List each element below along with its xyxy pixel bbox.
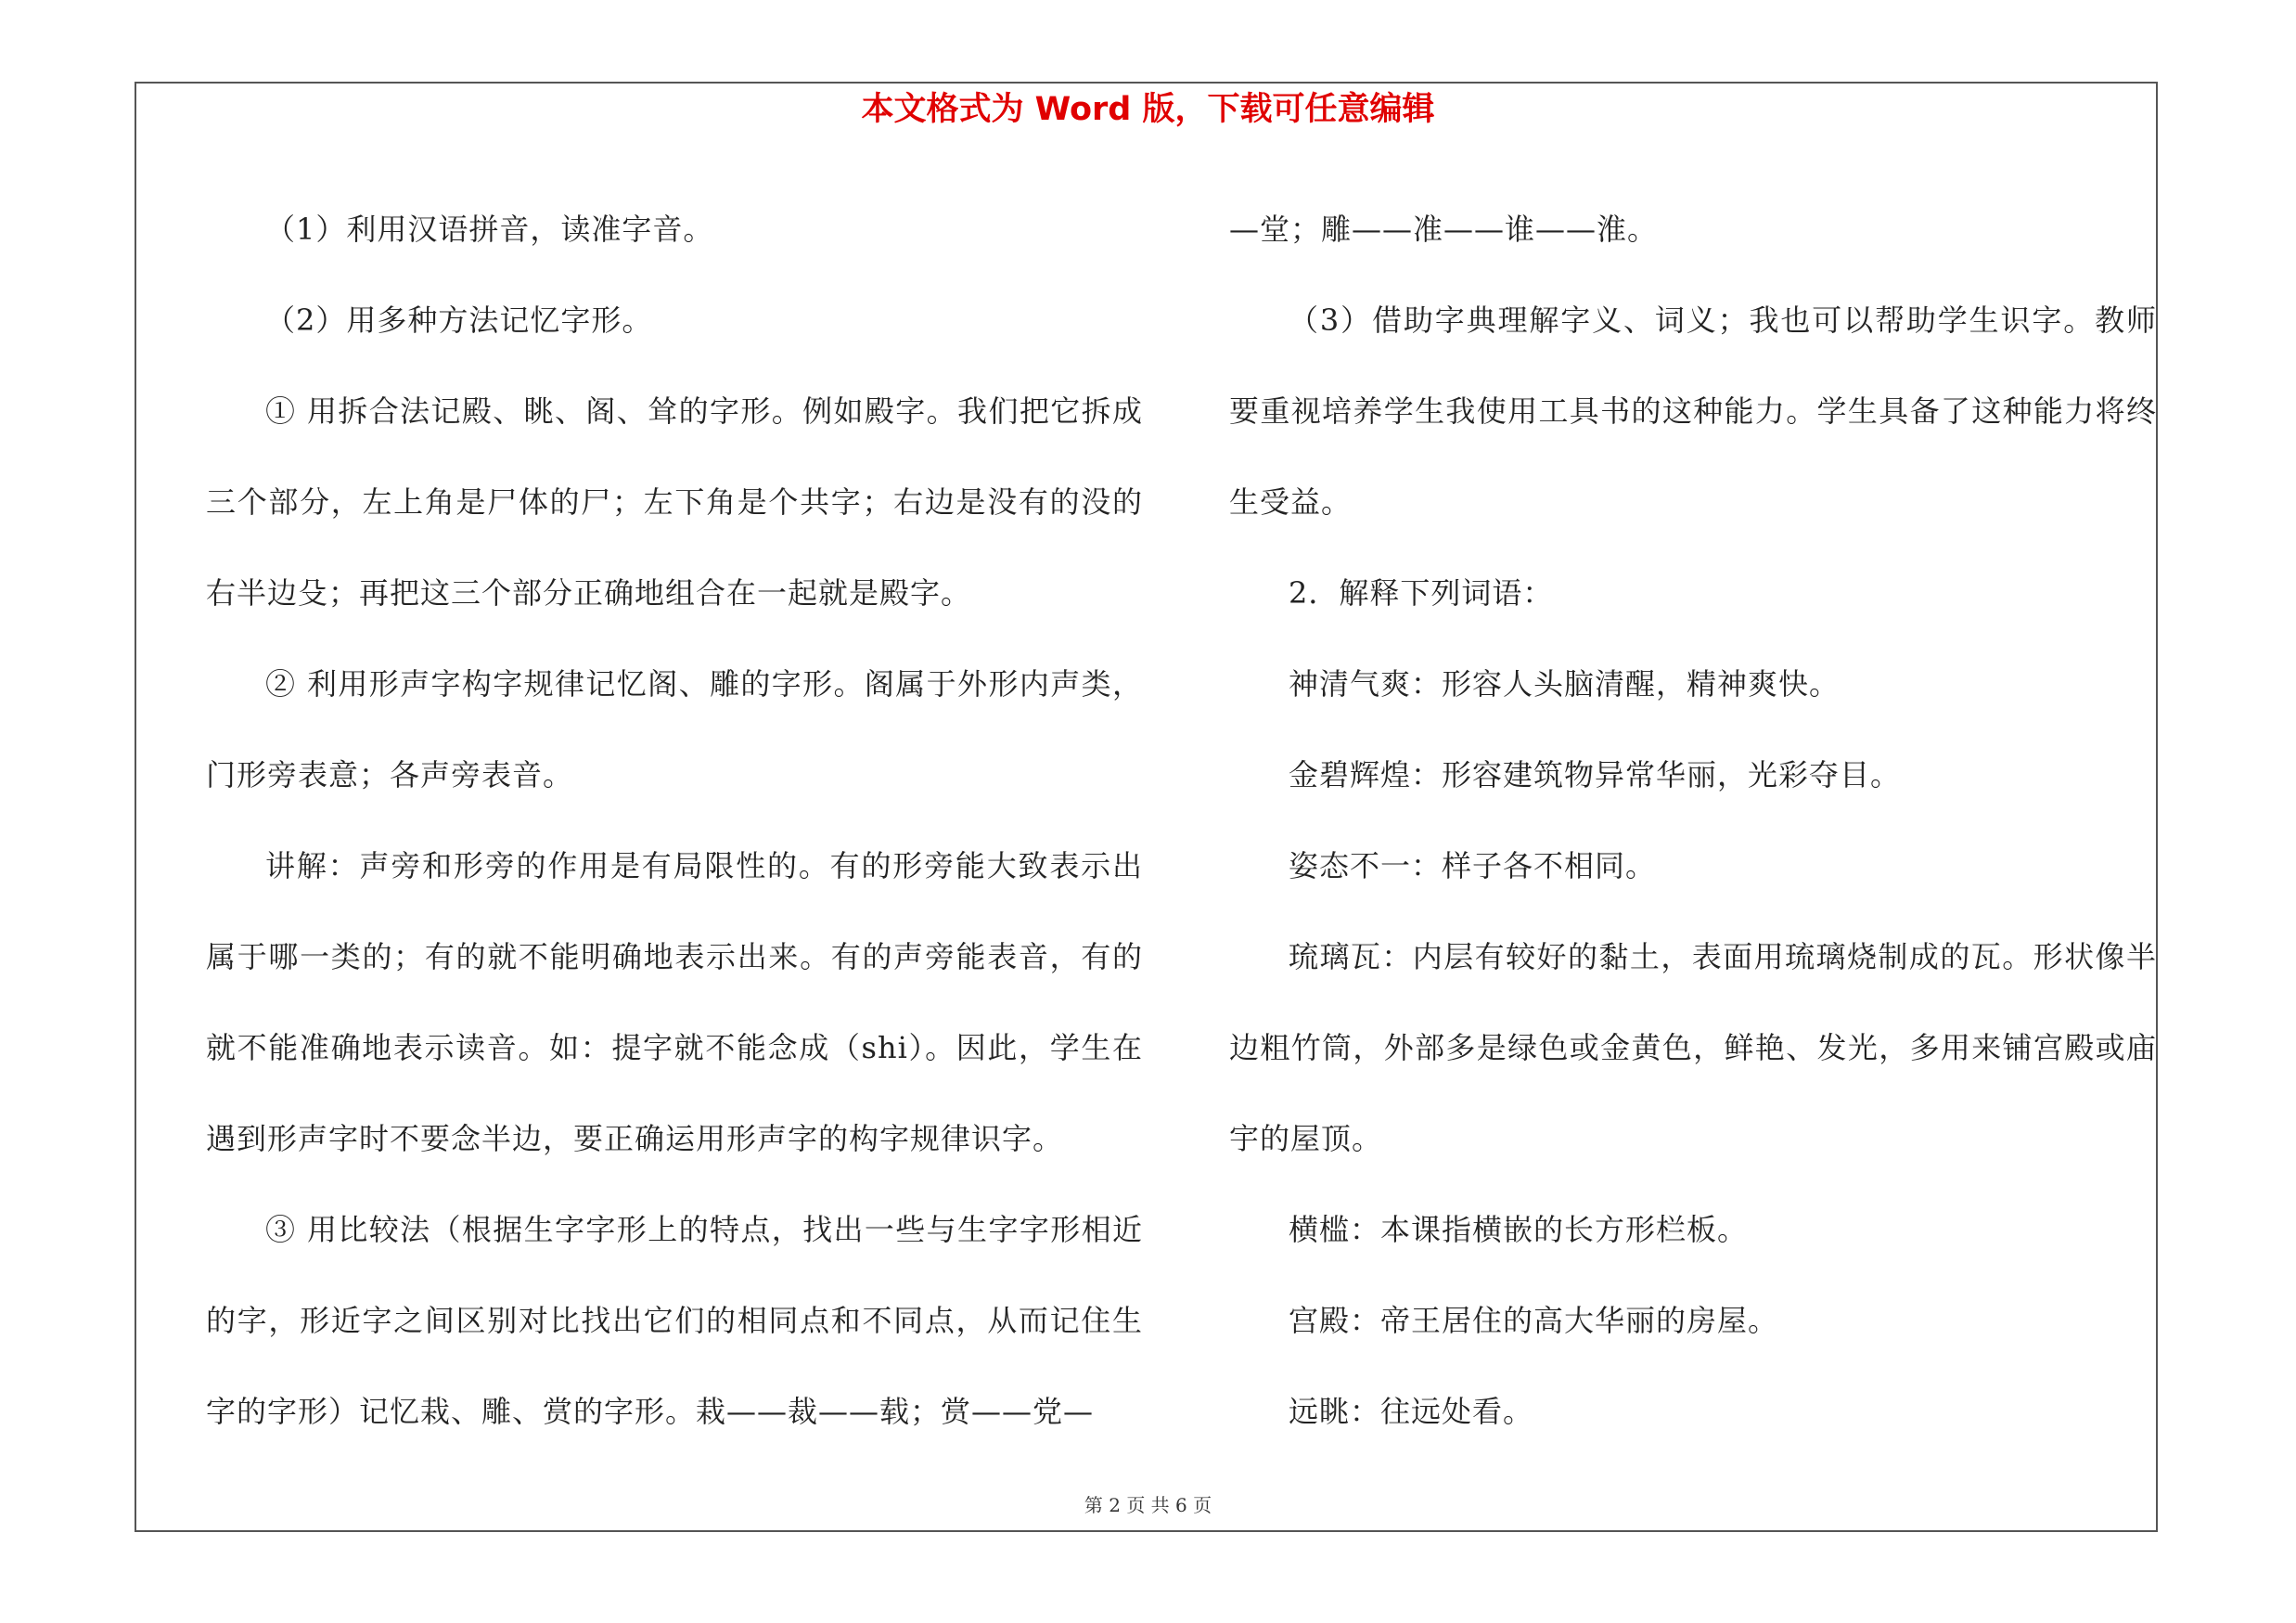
paragraph: （2）用多种方法记忆字形。 bbox=[265, 303, 653, 338]
definition-item: 横槛：本课指横嵌的长方形栏板。 bbox=[1289, 1212, 1749, 1247]
section-heading: 2．解释下列词语： bbox=[1289, 575, 1554, 611]
paragraph: ③ 用比较法（根据生字字形上的特点，找出一些与生字字形相近的字，形近字之间区别对比找出它们的相同点和不同点，从而记住生字的字形）记忆栽、雕、赏的字形。栽——裁——载；赏——党— bbox=[206, 1212, 1143, 1429]
paragraph: 讲解：声旁和形旁的作用是有局限性的。有的形旁能大致表示出属于哪一类的；有的就不能明确地表示出来。有的声旁能表音，有的就不能准确地表示读音。如：提字就不能念成（shi）。因此，学生在遇到形声字时不要念半边，要正确运用形声字的构字规律识字。 bbox=[206, 848, 1143, 1156]
definition-item: 远眺：往远处看。 bbox=[1289, 1394, 1534, 1429]
definition-item: 姿态不一：样子各不相同。 bbox=[1289, 848, 1657, 883]
paragraph-continued: —堂；雕——准——谁——淮。 bbox=[1229, 212, 1659, 247]
page-number-footer: 第 2 页 共 6 页 bbox=[1084, 1494, 1212, 1516]
paragraph: ① 用拆合法记殿、眺、阁、耸的字形。例如殿字。我们把它拆成三个部分，左上角是尸体的尸；左下角是个共字；右边是没有的没的右半边殳；再把这三个部分正确地组合在一起就是殿字。 bbox=[206, 393, 1143, 611]
right-column bbox=[1229, 184, 2157, 1457]
paragraph: ② 利用形声字构字规律记忆阁、雕的字形。阁属于外形内声类，门形旁表意；各声旁表音。 bbox=[206, 666, 1143, 792]
paragraph: （3）借助字典理解字义、词义；我也可以帮助学生识字。教师要重视培养学生我使用工具书的这种能力。学生具备了这种能力将终生受益。 bbox=[1229, 303, 2157, 520]
definition-item: 宫殿：帝王居住的高大华丽的房屋。 bbox=[1289, 1303, 1779, 1338]
left-column bbox=[206, 184, 1143, 1457]
definition-item: 金碧辉煌：形容建筑物异常华丽，光彩夺目。 bbox=[1289, 757, 1902, 792]
definition-item: 神清气爽：形容人头脑清醒，精神爽快。 bbox=[1289, 666, 1841, 702]
format-banner: 本文格式为 Word 版，下载可任意编辑 bbox=[861, 91, 1435, 128]
definition-item: 琉璃瓦：内层有较好的黏土，表面用琉璃烧制成的瓦。形状像半边粗竹筒，外部多是绿色或金黄色，鲜艳、发光，多用来铺宫殿或庙宇的屋顶。 bbox=[1229, 939, 2157, 1156]
paragraph: （1）利用汉语拼音，读准字音。 bbox=[265, 212, 714, 247]
